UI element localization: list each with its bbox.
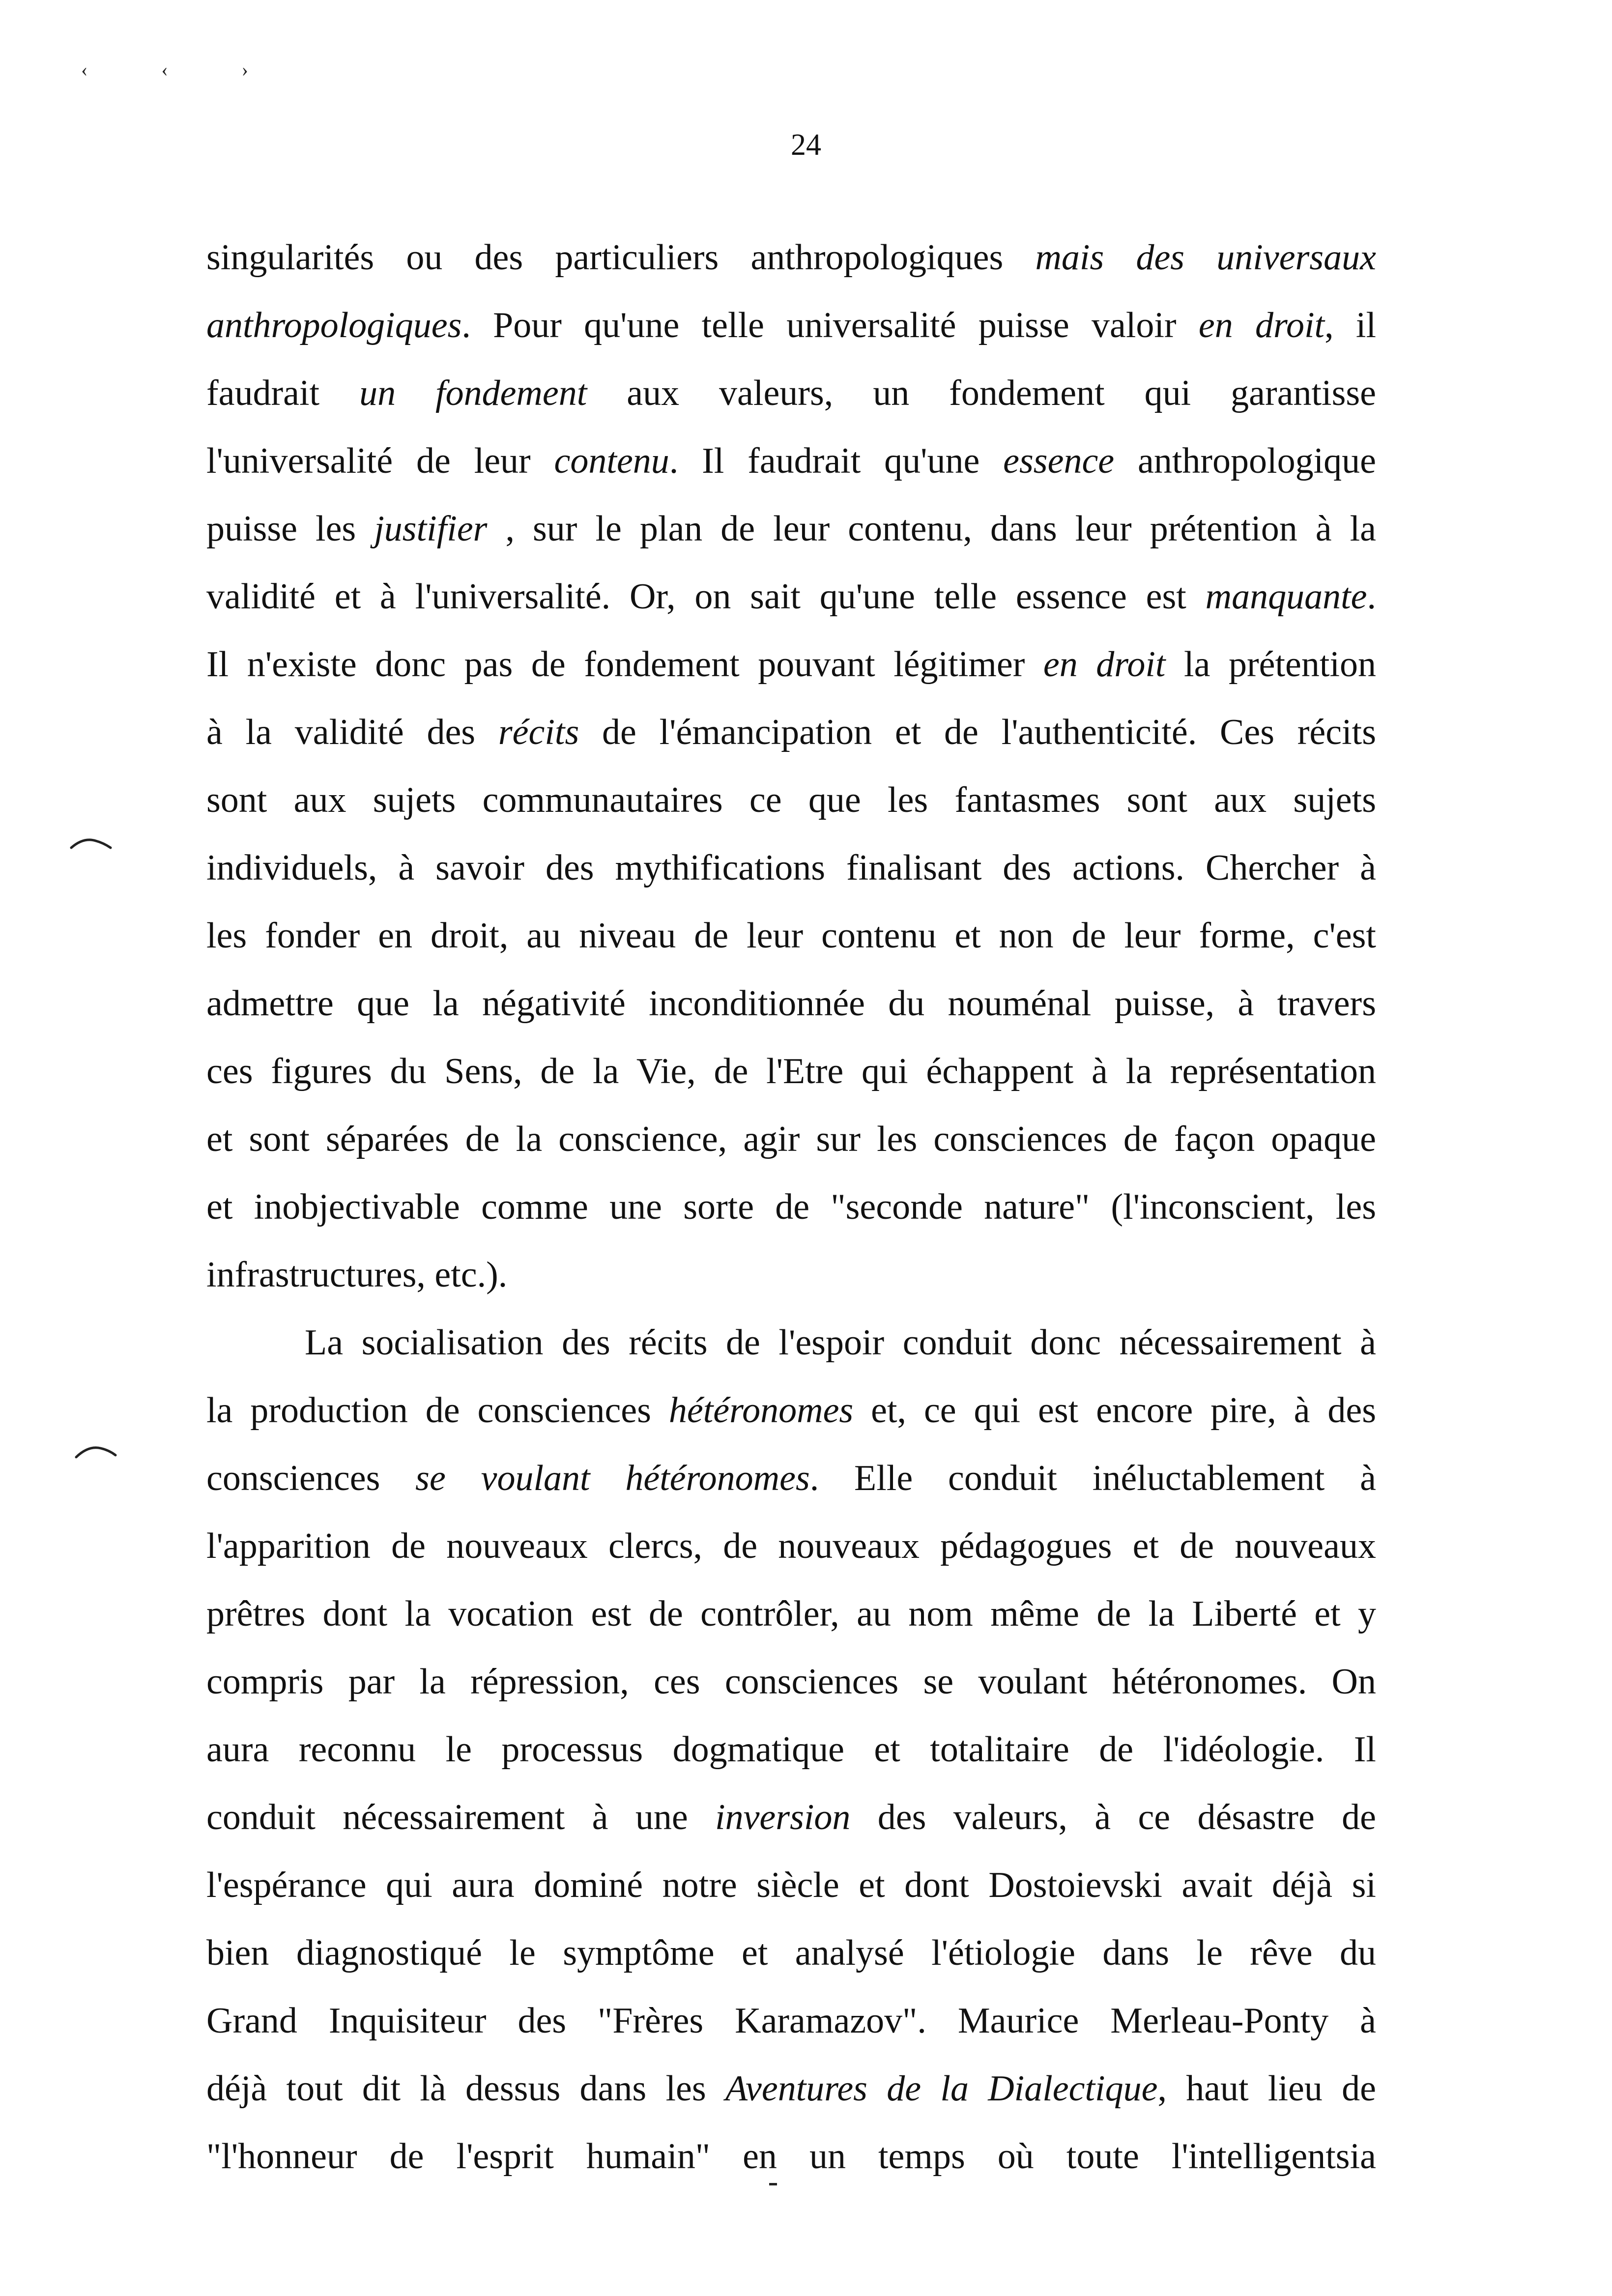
text-line [206, 1377, 1376, 1444]
top-corner-marks: ‹ ‹ › [81, 58, 283, 81]
italic-text: récits [498, 712, 579, 752]
text-segment: validité et à l'universalité. Or, on sait qu'une telle essence est [206, 576, 1206, 617]
italic-text: manquante [1205, 576, 1367, 617]
text-line [206, 1037, 1376, 1105]
text-segment: l'universalité de leur [206, 441, 554, 481]
italic-text: inversion [715, 1797, 851, 1837]
page-number: 24 [791, 128, 821, 162]
margin-tick-1-shape [69, 833, 113, 853]
text-segment: et sont séparées de la conscience, agir sur les consciences de façon opaque [206, 1119, 1376, 1159]
text-segment: "l'honneur de l'esprit humain" en un temps où toute l'intelligentsia [206, 2136, 1376, 2177]
text-line [206, 834, 1376, 902]
text-segment: consciences [206, 1458, 416, 1498]
text-segment: conduit nécessairement à une [206, 1797, 716, 1837]
italic-text: en droit [1198, 305, 1325, 345]
text-line [206, 1241, 1376, 1309]
text-segment: , il [1324, 305, 1377, 345]
text-line [206, 1309, 1376, 1377]
margin-tick-2-shape [74, 1442, 118, 1462]
bottom-dash-mark [769, 2183, 777, 2185]
text-line [206, 2055, 1376, 2123]
text-segment: , haut lieu de [1157, 2068, 1376, 2109]
text-line [206, 1919, 1376, 1987]
italic-text: essence [1003, 441, 1115, 481]
text-segment: . Elle conduit inéluctablement à [809, 1458, 1376, 1498]
text-segment: infrastructures, etc.). [206, 1255, 508, 1295]
text-line [206, 1512, 1376, 1580]
text-line [206, 1648, 1376, 1716]
text-segment: de l'émancipation et de l'authenticité. Ces récits [579, 712, 1376, 752]
text-segment: déjà tout dit là dessus dans les [206, 2068, 725, 2109]
text-line [206, 495, 1376, 563]
text-line [206, 1851, 1376, 1919]
text-segment: faudrait [206, 373, 360, 413]
body-text [206, 224, 1376, 2190]
text-line [206, 902, 1376, 970]
text-segment: La socialisation des récits de l'espoir conduit donc nécessairement à [305, 1322, 1376, 1363]
text-segment: la prétention [1165, 644, 1377, 685]
italic-text: un fondement [359, 373, 587, 413]
italic-text: contenu [554, 441, 669, 481]
italic-text: justifier [374, 509, 488, 549]
text-line [206, 1783, 1376, 1851]
text-line [206, 224, 1376, 291]
text-segment: l'apparition de nouveaux clercs, de nouveaux pédagogues et de nouveaux [206, 1526, 1376, 1566]
text-segment: Grand Inquisiteur des "Frères Karamazov". Maurice Merleau-Ponty à [206, 2001, 1376, 2041]
italic-text: se voulant hétéronomes [415, 1458, 810, 1498]
text-segment: aux valeurs, un fondement qui garantisse [587, 373, 1377, 413]
text-segment: compris par la répression, ces consciences se voulant hétéronomes. On [206, 1662, 1376, 1702]
text-line [206, 563, 1376, 631]
text-line [206, 1716, 1376, 1783]
text-segment: des valeurs, à ce désastre de [850, 1797, 1377, 1837]
text-line [206, 766, 1376, 834]
text-line [206, 2123, 1376, 2190]
text-segment: prêtres dont la vocation est de contrôler, au nom même de la Liberté et y [206, 1594, 1376, 1634]
italic-text: en droit [1043, 644, 1166, 685]
text-segment: aura reconnu le processus dogmatique et totalitaire de l'idéologie. Il [206, 1729, 1376, 1770]
text-segment: . Il faudrait qu'une [669, 441, 1004, 481]
text-line [206, 1987, 1376, 2055]
text-segment: . [1367, 576, 1376, 617]
italic-text: hétéronomes [668, 1390, 854, 1431]
text-segment: et inobjectivable comme une sorte de "seconde nature" (l'inconscient, les [206, 1187, 1376, 1227]
text-segment: admettre que la négativité inconditionnée du nouménal puisse, à travers [206, 983, 1376, 1024]
text-segment: anthropologique [1114, 441, 1376, 481]
text-line [206, 698, 1376, 766]
text-line [206, 1580, 1376, 1648]
text-line [206, 427, 1376, 495]
text-line [206, 1105, 1376, 1173]
text-segment: , sur le plan de leur contenu, dans leur prétention à la [487, 509, 1376, 549]
text-line [206, 970, 1376, 1037]
italic-text: anthropologiques [206, 305, 462, 345]
text-segment: la production de consciences [206, 1390, 669, 1431]
text-segment: . Pour qu'une telle universalité puisse valoir [461, 305, 1199, 345]
text-segment: et, ce qui est encore pire, à des [853, 1390, 1376, 1431]
text-segment: individuels, à savoir des mythifications finalisant des actions. Chercher à [206, 848, 1376, 888]
margin-tick-1 [69, 833, 113, 853]
text-segment: sont aux sujets communautaires ce que les fantasmes sont aux sujets [206, 780, 1376, 820]
text-line [206, 1444, 1376, 1512]
text-segment: à la validité des [206, 712, 498, 752]
italic-text: Aventures de la Dialectique [725, 2068, 1158, 2109]
text-line [206, 359, 1376, 427]
text-segment: puisse les [206, 509, 374, 549]
italic-text: mais des universaux [1035, 237, 1376, 278]
text-segment: les fonder en droit, au niveau de leur contenu et non de leur forme, c'est [206, 916, 1376, 956]
text-line [206, 1173, 1376, 1241]
text-segment: Il n'existe donc pas de fondement pouvant légitimer [206, 644, 1043, 685]
text-segment: ces figures du Sens, de la Vie, de l'Etre qui échappent à la représentation [206, 1051, 1376, 1091]
text-segment: l'espérance qui aura dominé notre siècle et dont Dostoievski avait déjà si [206, 1865, 1376, 1905]
margin-tick-2 [74, 1442, 118, 1462]
text-line [206, 631, 1376, 698]
text-line [206, 291, 1376, 359]
text-segment: bien diagnostiqué le symptôme et analysé l'étiologie dans le rêve du [206, 1933, 1376, 1973]
text-segment: singularités ou des particuliers anthropologiques [206, 237, 1036, 278]
